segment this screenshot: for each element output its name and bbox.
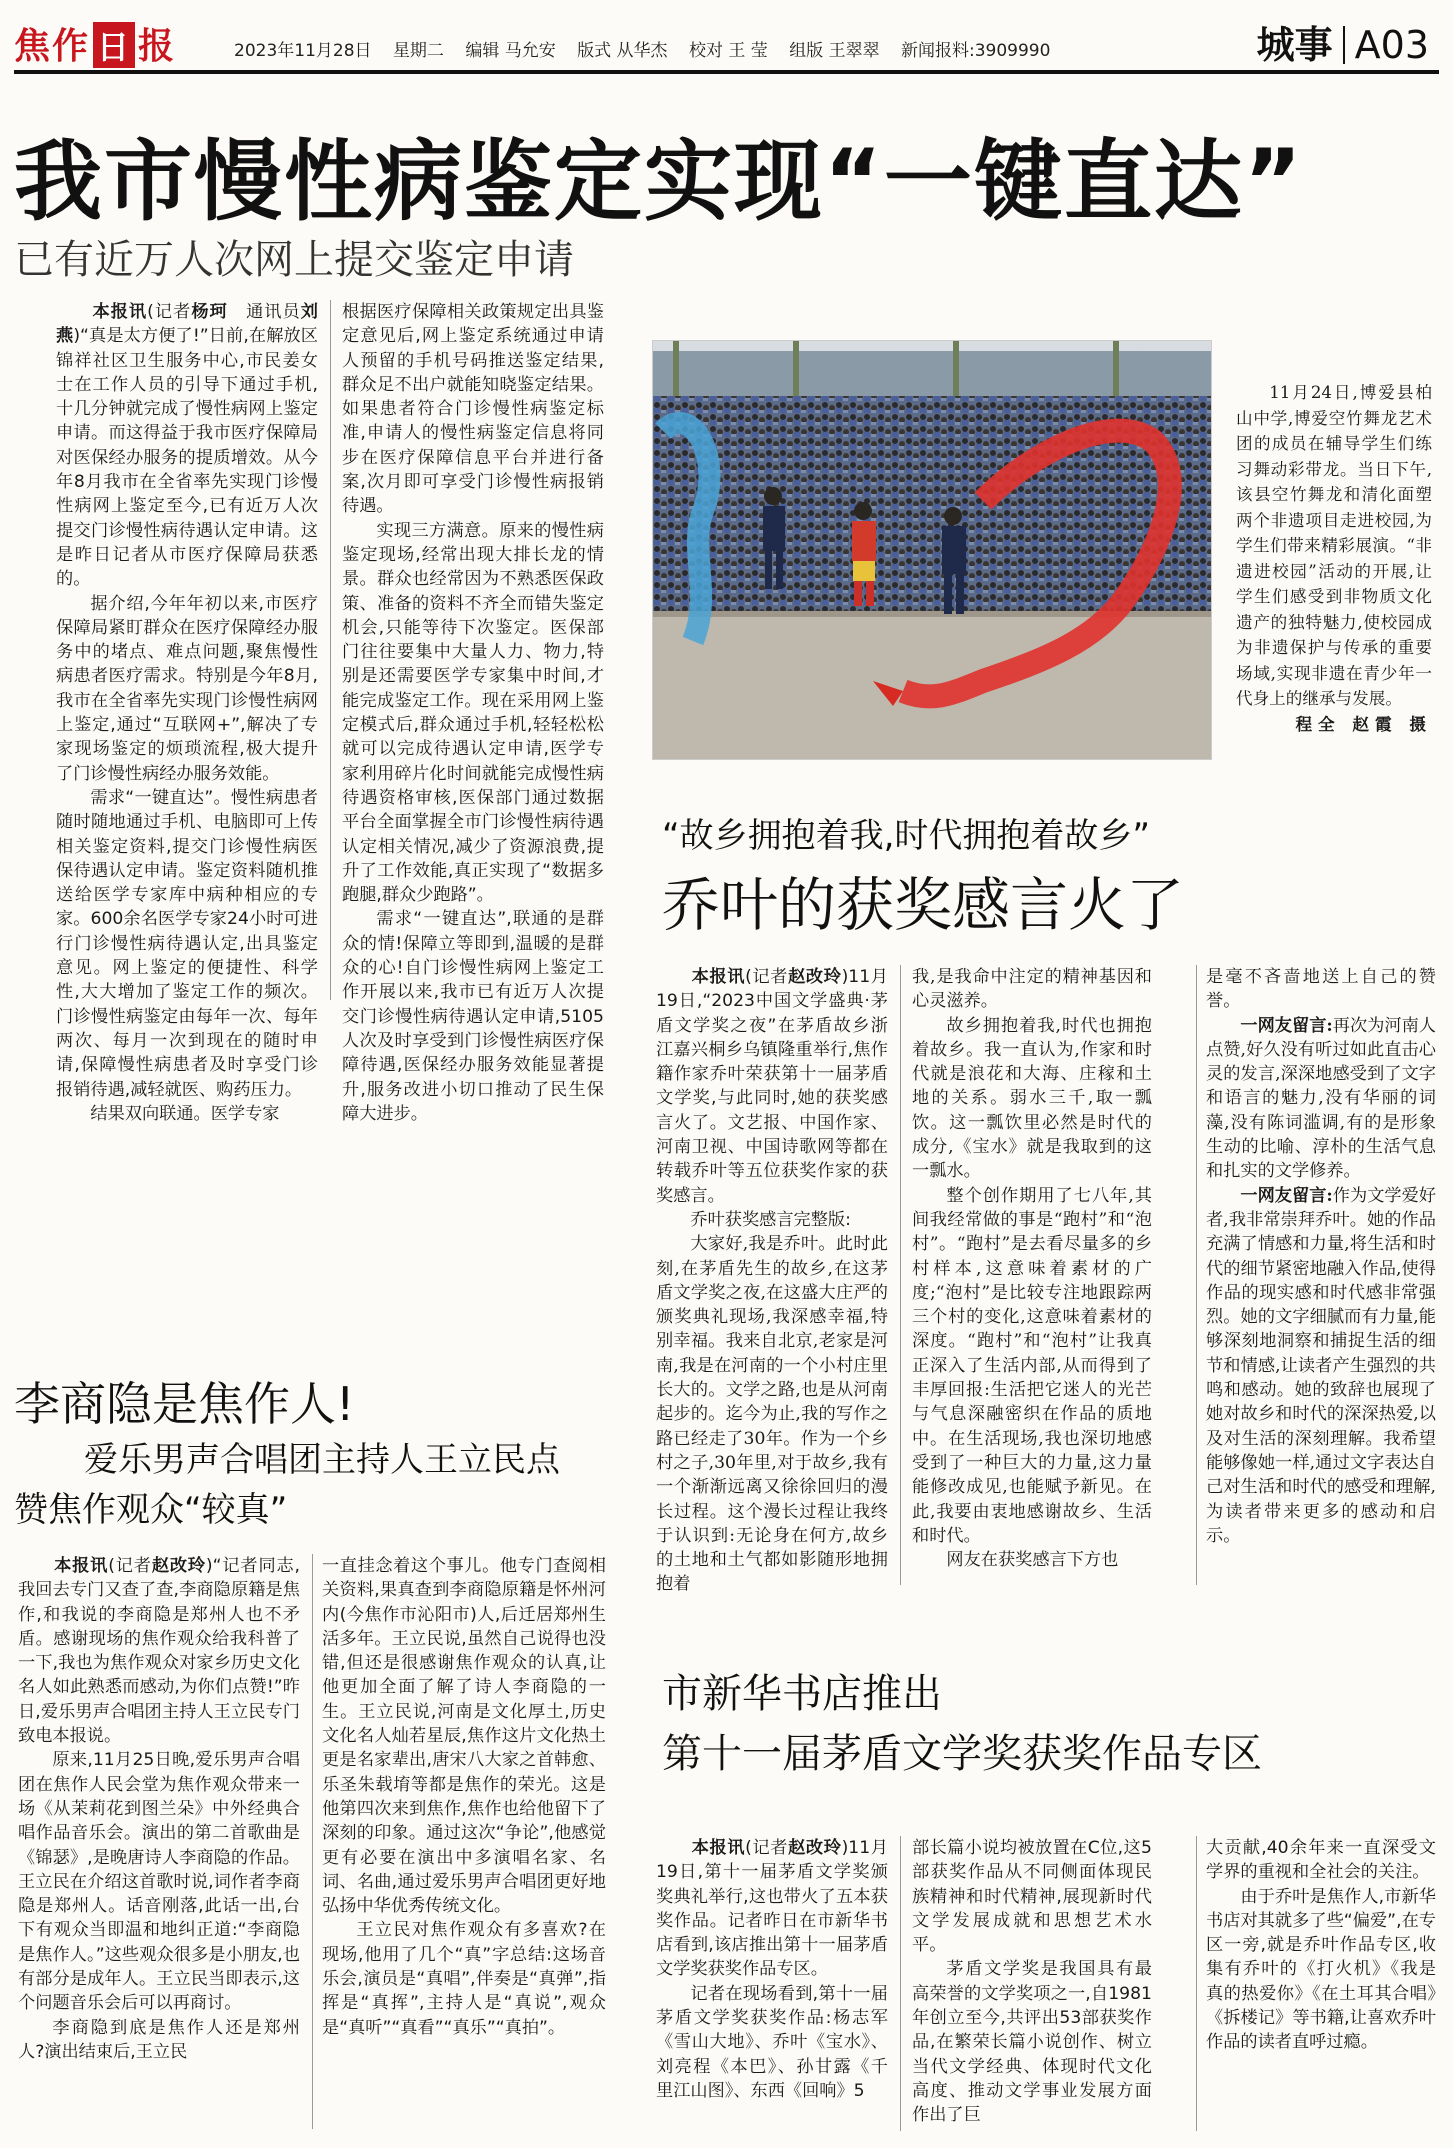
qiao-speech: 故乡拥抱着我,时代也拥抱着故乡。我一直认为,作家和时代就是浪花和大海、庄稼和土地的关系。弱水三千,取一瓢饮。这一瓢饮里必然是时代的成分,《宝水》就是我取到的这一瓢水。 [912, 1015, 1152, 1182]
qiao-paragraph: 网友在获奖感言下方也 [946, 1550, 1119, 1571]
li-paragraph: 本报讯(记者赵改玲)“记者同志,我回去专门又查了查,李商隐原籍是焦作,和我说的李商隐是郑州人也不矛盾。感谢现场的焦作观众给我科普了一下,我也为焦作观众对家乡历史文化名人如此熟悉而感动,为你们点赞!”昨日,爱乐男声合唱团主持人王立民专门致电本报说。 [18, 1556, 300, 1747]
photo-caption-text: 11月24日,博爱县柏山中学,博爱空竹舞龙艺术团的成员在辅导学生们练习舞动彩带龙。当日下午,该县空竹舞龙和清化面塑两个非遗项目走进校园,为学生们带来精彩展演。“非遗进校园”活动的开展,让学生们感受到非物质文化遗产的独特魅力,使校园成为非遗保护与传承的重要场域,实现非遗在青少年一代身上的继承与发展。 [1236, 383, 1432, 708]
column-rule [900, 965, 901, 1585]
lead-paragraph: 结果双向联通。医学专家 [90, 1103, 280, 1124]
qiao-speech: 大家好,我是乔叶。此时此刻,在茅盾先生的故乡,在这茅盾文学奖之夜,在这盛大庄严的颁奖典礼现场,我深感幸福,特别幸福。我来自北京,老家是河南,我是在河南的一个小村庄里长大的。文学之路,也是从河南起步的。迄今为止,我的写作之路已经走了30年。作为一个乡村之子,30年里,对于故乡,我有一个渐渐远离又徐徐回归的漫长过程。这个漫长过程让我终于认识到:无论身在何方,故乡的土地和土气都如影随形地拥抱着 [656, 1234, 888, 1595]
layout-credit: 版式 从华杰 [577, 41, 668, 61]
column-rule [1196, 965, 1197, 1585]
page-number: A03 [1354, 23, 1429, 67]
li-paragraph: 原来,11月25日晚,爱乐男声合唱团在焦作人民会堂为焦作观众带来一场《从茉莉花到图兰朵》中外经典合唱作品音乐会。演出的第二首歌曲是《锦瑟》,是晚唐诗人李商隐的作品。王立民在介绍这首歌时说,词作者李商隐是郑州人。话音刚落,此话一出,台下有观众当即温和地纠正道:“李商隐是焦作人。”这些观众很多是小朋友,也有部分是成年人。王立民当即表示,这个问题音乐会后可以再商讨。 [18, 1750, 300, 2014]
lead-subheadline: 已有近万人次网上提交鉴定申请 [14, 237, 574, 283]
news-hotline: 新闻报料:3909990 [901, 41, 1051, 61]
xinhua-paragraph: 由于乔叶是焦作人,市新华书店对其就多了些“偏爱”,在专区一旁,就是乔叶作品专区,收集有乔叶的《打火机》《我是真的热爱你》《在土耳其合唱》《拆楼记》等书籍,让喜欢乔叶作品的读者直呼过瘾。 [1206, 1886, 1436, 2053]
li-column-1 [18, 1554, 300, 2064]
xinhua-headline-1: 市新华书店推出 [662, 1671, 942, 1717]
lead-paragraph: 根据医疗保障相关政策规定出具鉴定意见后,网上鉴定系统通过申请人预留的手机号码推送鉴定结果,群众足不出户就能知晓鉴定结果。如果患者符合门诊慢性病鉴定标准,申请人的慢性病鉴定信息将同步在医疗保障信息平台并进行备案,次月即可享受门诊慢性病报销待遇。 [342, 302, 604, 517]
lead-paragraph: 需求“一键直达”,联通的是群众的情!保障立等即到,温暖的是群众的心!自门诊慢性病网上鉴定工作开展以来,我市已有近万人次提交门诊慢性病待遇认定申请,5105人次及时享受到门诊慢性病医疗保障待遇,医保经办服务效能显著提升,服务改进小切口推动了民生保障大进步。 [342, 909, 604, 1124]
editor-credit: 编辑 马允安 [465, 41, 556, 61]
xinhua-paragraph: 大贡献,40余年来一直深受文学界的重视和全社会的关注。 [1206, 1838, 1436, 1883]
qiao-column-1 [656, 965, 888, 1597]
proof-credit: 校对 王 莹 [688, 41, 768, 61]
masthead [14, 18, 176, 69]
section-divider [1343, 26, 1345, 64]
xinhua-paragraph: 本报讯(记者赵改玲)11月19日,第十一届茅盾文学奖颁奖典礼举行,这也带火了五本获奖作品。记者昨日在市新华书店看到,该店推出第十一届茅盾文学奖获奖作品专区。 [656, 1838, 888, 1980]
xinhua-paragraph: 记者在现场看到,第十一届茅盾文学奖获奖作品:杨志军《雪山大地》、乔叶《宝水》、刘亮程《本巴》、孙甘露《千里江山图》、东西《回响》5 [656, 1983, 888, 2101]
header-info [234, 36, 1066, 61]
lead-headline: 我市慢性病鉴定实现“一键直达” [14, 130, 1304, 233]
li-column-2 [322, 1554, 606, 2040]
li-paragraph: 一直挂念着这个事儿。他专门查阅相关资料,果真查到李商隐原籍是怀州河内(今焦作市沁阳市)人,后迁居郑州生活多年。王立民说,虽然自己说得也没错,但还是很感谢焦作观众的认真,让他更加全面了解了诗人李商隐的一生。王立民说,河南是文化厚土,历史文化名人灿若星辰,焦作这片文化热土更是名家辈出,唐宋八大家之首韩愈、乐圣朱载堉等都是焦作的荣光。这是他第四次来到焦作,焦作也给他留下了深刻的印象。通过这次“争论”,他感觉更有必要在演出中多演唱名家、名词、名曲,通过爱乐男声合唱团更好地弘扬中华优秀传统文化。 [322, 1556, 606, 1917]
qiao-headline: 乔叶的获奖感言火了 [662, 871, 1185, 939]
xinhua-column-3 [1206, 1836, 1436, 2055]
section-name: 城事 [1256, 23, 1333, 67]
xinhua-column-2 [912, 1836, 1152, 2128]
photo-illustration [653, 341, 1211, 759]
qiao-kicker: “故乡拥抱着我,时代拥抱着故乡” [662, 816, 1151, 856]
masthead-text-pre: 焦作 [14, 26, 91, 67]
lead-paragraph: 实现三方满意。原来的慢性病鉴定现场,经常出现大排长龙的情景。群众也经常因为不熟悉医保政策、准备的资料不齐全而错失鉴定机会,只能等待下次鉴定。医保部门往往要集中大量人力、物力,特别是还需要医学专家集中时间,才能完成鉴定工作。现在采用网上鉴定模式后,群众通过手机,轻轻松松就可以完成待遇认定申请,医学专家利用碎片化时间就能完成慢性病待遇资格审核,医保部门通过数据平台全面掌握全市门诊慢性病待遇认定相关情况,减少了资源浪费,提升了工作效能,真正实现了“数据多跑腿,群众少跑路”。 [342, 520, 604, 906]
li-paragraph: 王立民对焦作观众有多喜欢?在现场,他用了几个“真”字总结:这场音乐会,演员是“真唱”,伴奏是“真弹”,指挥是“真挥”,主持人是“真说”,观众是“真听”“真看”“真乐”“真拍”。 [322, 1920, 606, 2038]
masthead-logo: 日 [93, 22, 135, 68]
qiao-column-3 [1206, 965, 1436, 1548]
qiao-column-2 [912, 965, 1152, 1572]
qiao-paragraph: 本报讯(记者赵改玲)11月19日,“2023中国文学盛典·茅盾文学奖之夜”在茅盾故乡浙江嘉兴桐乡乌镇隆重举行,焦作籍作家乔叶荣获第十一届茅盾文学奖,与此同时,她的获奖感言火了。文艺报、中国作家、河南卫视、中国诗歌网等都在转载乔叶等五位获奖作家的获奖感言。 [656, 967, 888, 1206]
xinhua-paragraph: 茅盾文学奖是我国具有最高荣誉的文学奖项之一,自1981年创立至今,共评出53部获奖作品,在繁荣长篇小说创作、树立当代文学经典、体现时代文化高度、推动文学事业发展方面作出了巨 [912, 1959, 1152, 2126]
column-rule [312, 1554, 313, 2129]
column-rule [900, 1836, 901, 2131]
issue-date: 2023年11月28日 [234, 41, 372, 61]
column-rule [330, 300, 331, 1000]
qiao-speech: 整个创作期用了七八年,其间我经常做的事是“跑村”和“泡村”。“跑村”是去看尽量多的乡村样本,这意味着素材的广度;“泡村”是比较专注地跟踪两三个村的变化,这意味着素材的深度。“跑村”和“泡村”让我真正深入了生活内部,从而得到了丰厚回报:生活把它迷人的光芒与气息深融密织在作品的质地中。在生活现场,我也深切地感受到了一种巨大的力量,这力量能修改成见,也能赋予新见。在此,我要由衷地感谢故乡、生活和时代。 [912, 1185, 1152, 1546]
news-photo [652, 340, 1212, 760]
column-rule [1196, 1836, 1197, 2131]
lead-paragraph: 据介绍,今年年初以来,市医疗保障局紧盯群众在医疗保障经办服务中的堵点、难点问题,聚焦慢性病患者医疗需求。特别是今年8月,我市在全省率先实现门诊慢性病网上鉴定,通过“互联网+”,解决了专家现场鉴定的烦琐流程,极大提升了门诊慢性病经办服务效能。 [56, 593, 318, 784]
qiao-speech: 我,是我命中注定的精神基因和心灵滋养。 [912, 967, 1152, 1012]
li-subheadline-2: 赞焦作观众“较真” [14, 1490, 288, 1530]
netizen-comment: 一网友留言:再次为河南人点赞,好久没有听过如此直击心灵的发言,深深地感受到了文字和语言的魅力,没有华丽的词藻,没有陈词滥调,有的是形象生动的比喻、淳朴的生活气息和扎实的文学修养。 [1206, 1015, 1436, 1182]
xinhua-headline-2: 第十一届茅盾文学奖获奖作品专区 [662, 1731, 1262, 1777]
li-subheadline-1: 爱乐男声合唱团主持人王立民点 [84, 1440, 560, 1480]
section-label [1257, 14, 1429, 69]
photo-caption [1236, 380, 1432, 737]
lead-paragraph: 本报讯(记者杨珂 通讯员刘燕)“真是太方便了!”日前,在解放区锦祥社区卫生服务中心,市民姜女士在工作人员的引导下通过手机,十几分钟就完成了慢性病网上鉴定申请。而这得益于我市医疗保障局对医保经办服务的提质增效。从今年8月我市在全省率先实现门诊慢性病网上鉴定至今,已有近万人次提交门诊慢性病待遇认定申请。这是昨日记者从市医疗保障局获悉的。 [56, 302, 318, 590]
li-headline: 李商隐是焦作人! [14, 1377, 355, 1431]
xinhua-column-1 [656, 1836, 888, 2103]
li-paragraph: 李商隐到底是焦作人还是郑州人?演出结束后,王立民 [18, 2017, 300, 2062]
masthead-text-post: 报 [138, 26, 177, 67]
qiao-paragraph: 是毫不吝啬地送上自己的赞誉。 [1206, 967, 1436, 1012]
qiao-paragraph: 乔叶获奖感言完整版: [690, 1209, 851, 1230]
issue-weekday: 星期二 [392, 41, 444, 61]
group-credit: 组版 王翠翠 [789, 41, 880, 61]
header-rule [14, 70, 1439, 74]
lead-column-2 [342, 300, 604, 1126]
xinhua-paragraph: 部长篇小说均被放置在C位,这5部获奖作品从不同侧面体现民族精神和时代精神,展现新时代文学发展成就和思想艺术水平。 [912, 1838, 1152, 1956]
lead-column-1 [56, 300, 318, 1126]
lead-paragraph: 需求“一键直达”。慢性病患者随时随地通过手机、电脑即可上传相关鉴定资料,提交门诊慢性病医保待遇认定申请。鉴定资料随机推送给医学专家库中病种相应的专家。600余名医学专家24小时可进行门诊慢性病待遇认定,出具鉴定意见。网上鉴定的便捷性、科学性,大大增加了鉴定工作的频次。门诊慢性病鉴定由每年一次、每年两次、每月一次到现在的随时申请,保障慢性病患者及时享受门诊报销待遇,减轻就医、购药压力。 [56, 787, 318, 1100]
netizen-comment: 一网友留言:作为文学爱好者,我非常崇拜乔叶。她的作品充满了情感和力量,将生活和时代的细节紧密地融入作品,使得作品的现实感和时代感非常强烈。她的文字细腻而有力量,能够深刻地洞察和捕捉生活的细节和情感,让读者产生强烈的共鸣和感动。她的致辞也展现了她对故乡和时代的深深热爱,以及对生活的深刻理解。我希望能够像她一样,通过文字表达自己对生活和时代的感受和理解,为读者带来更多的感动和启示。 [1206, 1185, 1436, 1546]
photo-credit: 程全 赵霞 摄 [1295, 713, 1432, 734]
